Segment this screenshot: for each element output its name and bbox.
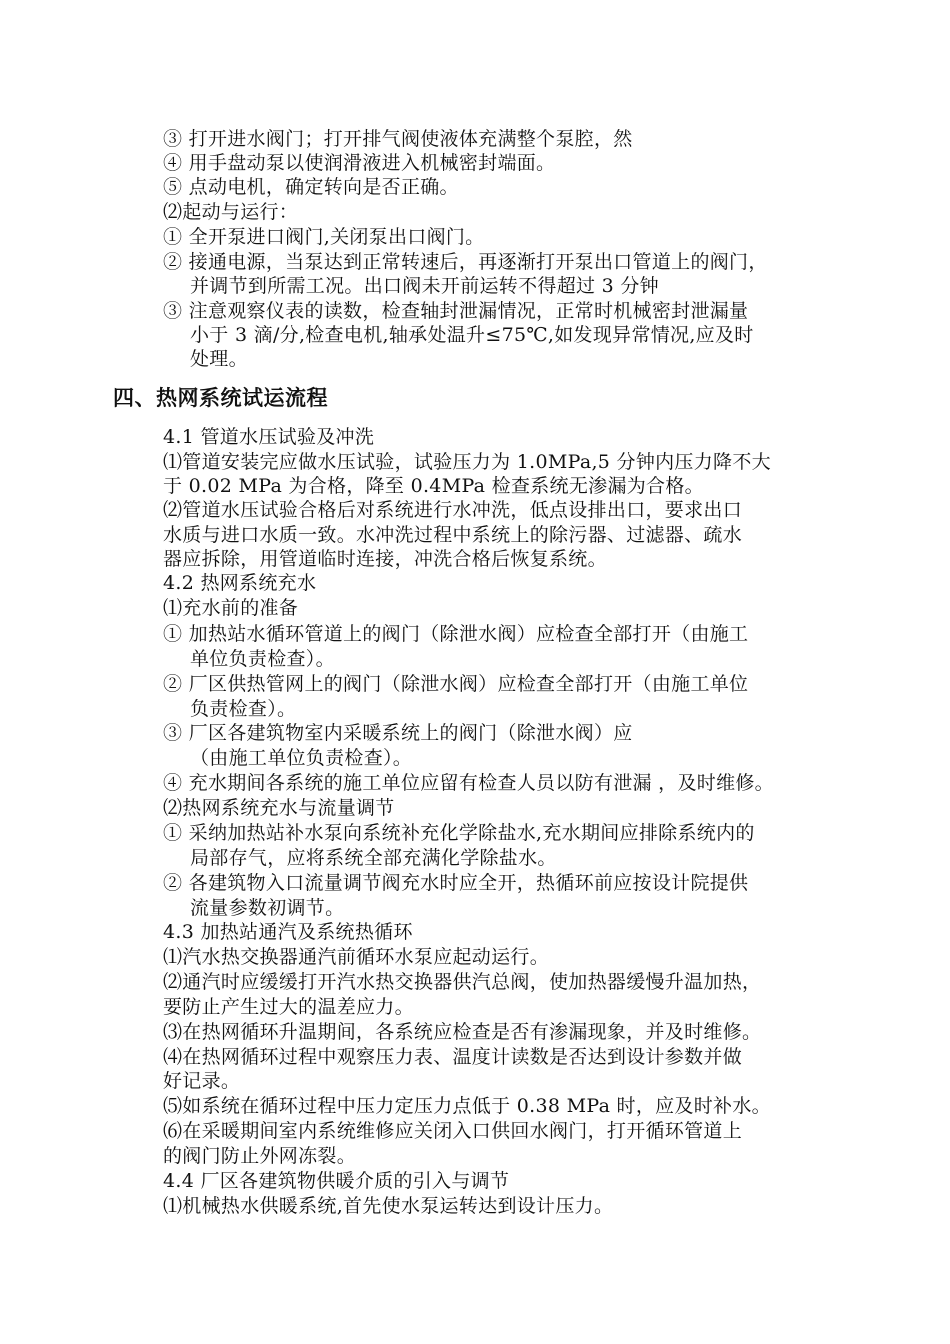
text-line: 流量参数初调节。 [190, 897, 345, 919]
text-line: ② 接通电源，当泵达到正常转速后，再逐渐打开泵出口管道上的阀门， [163, 251, 768, 273]
text-line: 并调节到所需工况。出口阀未开前运转不得超过 3 分钟 [190, 275, 659, 297]
text-line: 局部存气，应将系统全部充满化学除盐水。 [190, 847, 557, 869]
text-line: ① 采纳加热站补水泵向系统补充化学除盐水,充水期间应排除系统内的 [163, 822, 755, 844]
text-line: ③ 打开进水阀门；打开排气阀使液体充满整个泵腔，然 [163, 128, 633, 150]
text-line: 好记录。 [163, 1070, 241, 1092]
text-line: ③ 厂区各建筑物室内采暖系统上的阀门（除泄水阀）应 [163, 722, 633, 744]
text-line: 水质与进口水质一致。水冲洗过程中系统上的除污器、过滤器、疏水 [163, 524, 743, 546]
text-line: ⑵通汽时应缓缓打开汽水热交换器供汽总阀，使加热器缓慢升温加热， [163, 971, 762, 993]
text-line: ⑴汽水热交换器通汽前循环水泵应起动运行。 [163, 946, 550, 968]
text-line: ⑸如系统在循环过程中压力定压力点低于 0.38 MPa 时，应及时补水。 [163, 1095, 771, 1117]
text-line: ① 加热站水循环管道上的阀门（除泄水阀）应检查全部打开（由施工 [163, 623, 749, 645]
text-line: ⑶在热网循环升温期间，各系统应检查是否有渗漏现象，并及时维修。 [163, 1021, 762, 1043]
subsection-title: 4.4 厂区各建筑物供暖介质的引入与调节 [163, 1170, 510, 1192]
text-line: 小于 3 滴/分,检查电机,轴承处温升≤75℃,如发现异常情况,应及时 [190, 324, 754, 346]
text-line: ⑵起动与运行： [163, 201, 299, 223]
text-line: ③ 注意观察仪表的读数，检查轴封泄漏情况，正常时机械密封泄漏量 [163, 300, 749, 322]
text-line: 处理。 [190, 348, 248, 370]
text-line: ④ 充水期间各系统的施工单位应留有检查人员以防有泄漏 ，及时维修。 [163, 772, 774, 794]
section-heading: 四、热网系统试运流程 [113, 386, 328, 410]
text-line: 器应拆除，用管道临时连接，冲洗合格后恢复系统。 [163, 548, 607, 570]
text-line: ⑵管道水压试验合格后对系统进行水冲洗，低点设排出口，要求出口 [163, 499, 743, 521]
text-line: ② 厂区供热管网上的阀门（除泄水阀）应检查全部打开（由施工单位 [163, 673, 749, 695]
subsection-title: 4.3 加热站通汽及系统热循环 [163, 921, 413, 943]
text-line: ⑤ 点动电机，确定转向是否正确。 [163, 176, 459, 198]
text-line: 要防止产生过大的温差应力。 [163, 996, 414, 1018]
text-line: ⑹在采暖期间室内系统维修应关闭入口供回水阀门，打开循环管道上 [163, 1120, 743, 1142]
text-line: ① 全开泵进口阀门,关闭泵出口阀门。 [163, 226, 485, 248]
text-line: ⑴管道安装完应做水压试验，试验压力为 1.0MPa,5 分钟内压力降不大 [163, 451, 771, 473]
text-line: 单位负责检查）。 [190, 648, 335, 670]
text-line: （由施工单位负责检查）。 [190, 747, 413, 769]
text-line: ⑴机械热水供暖系统,首先使水泵运转达到设计压力。 [163, 1195, 614, 1217]
text-line: 于 0.02 MPa 为合格，降至 0.4MPa 检查系统无渗漏为合格。 [163, 475, 704, 497]
text-line: 负责检查）。 [190, 698, 297, 720]
text-line: ⑷在热网循环过程中观察压力表、温度计读数是否达到设计参数并做 [163, 1046, 743, 1068]
subsection-title: 4.1 管道水压试验及冲洗 [163, 426, 375, 448]
subsection-title: 4.2 热网系统充水 [163, 572, 317, 594]
text-line: ④ 用手盘动泵以使润滑液进入机械密封端面。 [163, 152, 556, 174]
text-line: ⑴充水前的准备 [163, 597, 299, 619]
text-line: 的阀门防止外网冻裂。 [163, 1145, 357, 1167]
text-line: ⑵热网系统充水与流量调节 [163, 797, 395, 819]
text-line: ② 各建筑物入口流量调节阀充水时应全开，热循环前应按设计院提供 [163, 872, 749, 894]
